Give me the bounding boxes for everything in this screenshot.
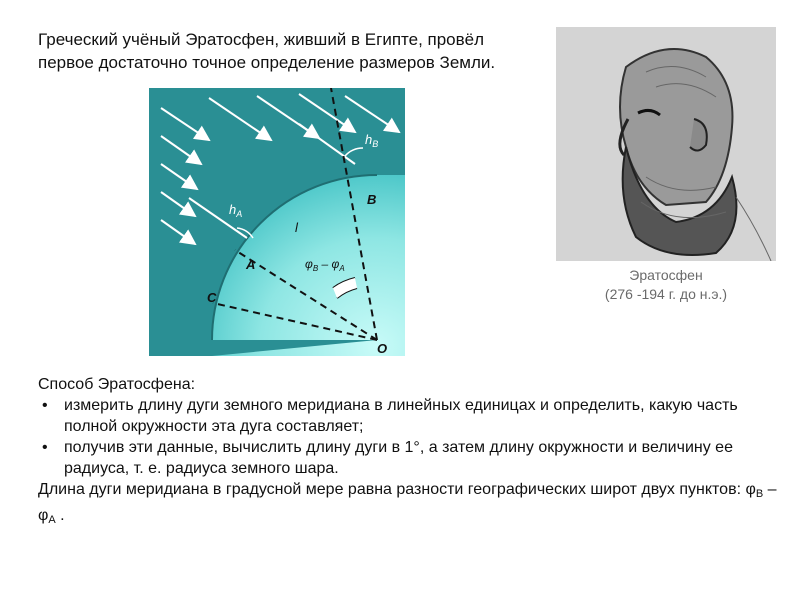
method-section bbox=[38, 374, 778, 531]
method-list bbox=[38, 395, 778, 479]
method-bullet: • измерить длину дуги земного меридиана в линейных единицах и определить, какую часть полной окружности эта дуга составляет; bbox=[38, 395, 778, 437]
label-a: A bbox=[246, 257, 256, 272]
portrait-caption bbox=[556, 266, 776, 304]
label-angle: $\varphi_B - \varphi_A$ bbox=[305, 257, 345, 273]
label-b: B bbox=[367, 192, 377, 207]
label-ha: $h_A$ bbox=[229, 202, 243, 219]
method-bullet: • получив эти данные, вычислить длину дуги в 1°, а затем длину окружности и величину ее радиуса, т. е. радиуса земного шара. bbox=[38, 437, 778, 479]
phi-symbol: φ bbox=[38, 507, 49, 524]
page-title bbox=[38, 28, 538, 74]
title-line-1: Греческий учёный Эратосфен, живший в Египте, провёл bbox=[38, 30, 485, 49]
minus-sign: – bbox=[763, 481, 777, 498]
title-line-2: первое достаточно точное определение размеров Земли. bbox=[38, 53, 496, 72]
eratosthenes-portrait bbox=[556, 27, 776, 261]
label-hb: $h_B$ bbox=[365, 132, 379, 149]
label-l: l bbox=[295, 220, 298, 235]
conclusion-tail: . bbox=[55, 507, 65, 524]
eratosthenes-diagram bbox=[149, 88, 405, 356]
method-conclusion bbox=[38, 479, 778, 531]
conclusion-text: Длина дуги меридиана в градусной мере равна разности географических широт двух пунктов: bbox=[38, 481, 746, 498]
method-heading: Способ Эратосфена: bbox=[38, 376, 196, 393]
portrait-caption-name: Эратосфен bbox=[629, 267, 703, 283]
label-c: C bbox=[207, 290, 217, 305]
phi-symbol: φ bbox=[745, 481, 756, 498]
sub-a: A bbox=[48, 514, 56, 526]
sub-b: B bbox=[755, 488, 764, 500]
label-o: O bbox=[377, 341, 388, 356]
portrait-caption-dates: (276 -194 г. до н.э.) bbox=[604, 286, 728, 302]
